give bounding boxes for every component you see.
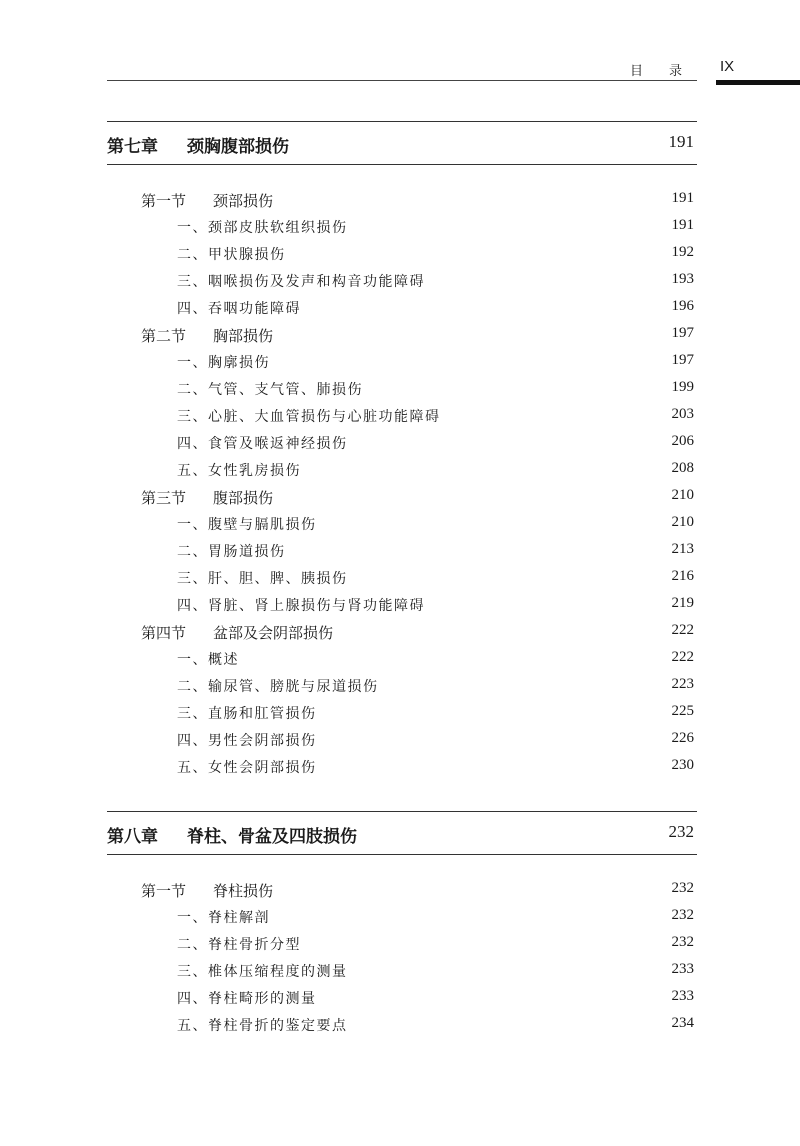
toc-entry-page: 208 bbox=[671, 460, 694, 476]
toc-item-entry[interactable] bbox=[107, 537, 697, 564]
toc-item-entry[interactable] bbox=[107, 591, 697, 618]
toc-entry-label bbox=[141, 190, 273, 211]
toc-entry-title: 五、脊柱骨折的鉴定要点 bbox=[177, 1018, 348, 1034]
toc-item-entry[interactable] bbox=[107, 375, 697, 402]
toc-entry-title: 二、脊柱骨折分型 bbox=[177, 937, 301, 953]
toc-entry-label bbox=[177, 703, 317, 723]
toc-entry-label bbox=[177, 730, 317, 750]
toc-entry-title: 三、直肠和肛管损伤 bbox=[177, 706, 317, 722]
toc-entry-title: 三、咽喉损伤及发声和构音功能障碍 bbox=[177, 274, 425, 290]
toc-entry-label bbox=[177, 1015, 348, 1035]
toc-entry-title: 四、脊柱畸形的测量 bbox=[177, 991, 317, 1007]
toc-entry-label bbox=[177, 406, 441, 426]
toc-entry-title: 一、脊柱解剖 bbox=[177, 910, 270, 926]
toc-entry-page: 213 bbox=[671, 541, 694, 557]
toc-entry-label bbox=[177, 514, 317, 534]
toc-entry-page: 232 bbox=[671, 934, 694, 950]
toc-entry-page: 232 bbox=[671, 907, 694, 923]
toc-entry-label bbox=[177, 907, 270, 927]
chapter-rule-bottom bbox=[107, 164, 697, 165]
toc-section-entry[interactable] bbox=[107, 618, 697, 645]
chapter-label: 第七章 bbox=[107, 137, 158, 157]
toc-entry-page: 222 bbox=[671, 622, 694, 638]
toc-item-entry[interactable] bbox=[107, 699, 697, 726]
toc-entry-page: 210 bbox=[671, 514, 694, 530]
toc-entry-label bbox=[177, 988, 317, 1008]
toc-entry-page: 219 bbox=[671, 595, 694, 611]
toc-entry-label bbox=[141, 487, 273, 508]
toc-item-entry[interactable] bbox=[107, 456, 697, 483]
section-number: 第一节 bbox=[141, 882, 187, 900]
toc-entry-title: 盆部及会阴部损伤 bbox=[213, 624, 334, 642]
toc-entry-title: 一、颈部皮肤软组织损伤 bbox=[177, 220, 348, 236]
toc-entry-page: 203 bbox=[671, 406, 694, 422]
toc-entry-page: 230 bbox=[671, 757, 694, 773]
toc-entry-title: 一、胸廓损伤 bbox=[177, 355, 270, 371]
toc-entry-page: 193 bbox=[671, 271, 694, 287]
toc-entry-page: 210 bbox=[671, 487, 694, 503]
header-thumb-bar bbox=[716, 80, 800, 85]
toc-entry-label bbox=[177, 352, 270, 372]
section-number: 第四节 bbox=[141, 624, 187, 642]
section-number: 第二节 bbox=[141, 327, 187, 345]
toc-entry-title: 颈部损伤 bbox=[213, 192, 274, 210]
toc-entry-label bbox=[177, 379, 363, 399]
toc-item-entry[interactable] bbox=[107, 510, 697, 537]
toc-entry-title: 四、肾脏、肾上腺损伤与肾功能障碍 bbox=[177, 598, 425, 614]
toc-item-entry[interactable] bbox=[107, 984, 697, 1011]
toc-entry-page: 206 bbox=[671, 433, 694, 449]
toc-entry-label bbox=[177, 217, 348, 237]
toc-item-entry[interactable] bbox=[107, 957, 697, 984]
toc-entry-title: 一、腹壁与膈肌损伤 bbox=[177, 517, 317, 533]
chapter-heading-8[interactable] bbox=[107, 811, 697, 855]
toc-item-entry[interactable] bbox=[107, 348, 697, 375]
chapter-heading-7[interactable] bbox=[107, 121, 697, 165]
toc-item-entry[interactable] bbox=[107, 213, 697, 240]
chapter-rule-bottom bbox=[107, 854, 697, 855]
toc-entry-title: 三、心脏、大血管损伤与心脏功能障碍 bbox=[177, 409, 441, 425]
toc-item-entry[interactable] bbox=[107, 645, 697, 672]
toc-item-entry[interactable] bbox=[107, 267, 697, 294]
toc-entry-page: 197 bbox=[671, 352, 694, 368]
toc-entry-title: 三、椎体压缩程度的测量 bbox=[177, 964, 348, 980]
toc-entry-label bbox=[177, 568, 348, 588]
toc-item-entry[interactable] bbox=[107, 903, 697, 930]
toc-entry-title: 腹部损伤 bbox=[213, 489, 274, 507]
toc-entry-title: 二、胃肠道损伤 bbox=[177, 544, 286, 560]
toc-entry-title: 三、肝、胆、脾、胰损伤 bbox=[177, 571, 348, 587]
toc-section-entry[interactable] bbox=[107, 321, 697, 348]
toc-entry-label bbox=[177, 298, 301, 318]
toc-entry-title: 一、概述 bbox=[177, 652, 239, 668]
toc-entry-title: 二、输尿管、膀胱与尿道损伤 bbox=[177, 679, 379, 695]
chapter-label: 第八章 bbox=[107, 827, 158, 847]
toc-entry-label bbox=[177, 541, 286, 561]
toc-item-entry[interactable] bbox=[107, 294, 697, 321]
toc-section-entry[interactable] bbox=[107, 483, 697, 510]
toc-entry-label bbox=[141, 325, 273, 346]
toc-entry-title: 胸部损伤 bbox=[213, 327, 274, 345]
toc-entry-label bbox=[177, 433, 348, 453]
toc-entry-page: 225 bbox=[671, 703, 694, 719]
chapter-7-entries bbox=[107, 186, 697, 780]
toc-entry-label bbox=[141, 622, 333, 643]
toc-entry-page: 192 bbox=[671, 244, 694, 260]
toc-entry-title: 五、女性会阴部损伤 bbox=[177, 760, 317, 776]
toc-entry-title: 二、甲状腺损伤 bbox=[177, 247, 286, 263]
toc-entry-page: 234 bbox=[671, 1015, 694, 1031]
toc-item-entry[interactable] bbox=[107, 564, 697, 591]
toc-item-entry[interactable] bbox=[107, 753, 697, 780]
toc-item-entry[interactable] bbox=[107, 1011, 697, 1038]
header-title: 目录 bbox=[630, 64, 709, 79]
toc-section-entry[interactable] bbox=[107, 186, 697, 213]
chapter-8-entries bbox=[107, 876, 697, 1038]
toc-item-entry[interactable] bbox=[107, 930, 697, 957]
chapter-title: 颈胸腹部损伤 bbox=[187, 137, 289, 157]
toc-entry-page: 226 bbox=[671, 730, 694, 746]
toc-entry-page: 233 bbox=[671, 988, 694, 1004]
header-page-numeral: IX bbox=[720, 58, 735, 75]
toc-entry-label bbox=[177, 649, 239, 669]
toc-entry-page: 197 bbox=[671, 325, 694, 341]
toc-entry-page: 216 bbox=[671, 568, 694, 584]
toc-item-entry[interactable] bbox=[107, 240, 697, 267]
toc-entry-page: 222 bbox=[671, 649, 694, 665]
toc-entry-page: 233 bbox=[671, 961, 694, 977]
toc-entry-label bbox=[177, 595, 425, 615]
toc-entry-title: 五、女性乳房损伤 bbox=[177, 463, 301, 479]
toc-entry-label bbox=[177, 271, 425, 291]
section-number: 第三节 bbox=[141, 489, 187, 507]
toc-item-entry[interactable] bbox=[107, 429, 697, 456]
toc-entry-label bbox=[177, 244, 286, 264]
header-rule bbox=[107, 80, 697, 81]
toc-section-entry[interactable] bbox=[107, 876, 697, 903]
toc-item-entry[interactable] bbox=[107, 402, 697, 429]
toc-entry-label bbox=[177, 934, 301, 954]
toc-entry-page: 232 bbox=[671, 880, 694, 896]
toc-entry-label bbox=[177, 961, 348, 981]
section-number: 第一节 bbox=[141, 192, 187, 210]
toc-entry-label bbox=[141, 880, 273, 901]
toc-entry-label bbox=[177, 460, 301, 480]
toc-entry-title: 四、吞咽功能障碍 bbox=[177, 301, 301, 317]
toc-item-entry[interactable] bbox=[107, 672, 697, 699]
toc-entry-title: 脊柱损伤 bbox=[213, 882, 274, 900]
toc-entry-label bbox=[177, 757, 317, 777]
toc-entry-page: 196 bbox=[671, 298, 694, 314]
toc-entry-page: 199 bbox=[671, 379, 694, 395]
toc-entry-label bbox=[177, 676, 379, 696]
toc-item-entry[interactable] bbox=[107, 726, 697, 753]
toc-entry-page: 191 bbox=[671, 190, 694, 206]
toc-entry-page: 191 bbox=[671, 217, 694, 233]
chapter-title: 脊柱、骨盆及四肢损伤 bbox=[187, 827, 357, 847]
chapter-page: 232 bbox=[668, 822, 694, 841]
chapter-page: 191 bbox=[668, 132, 694, 151]
toc-entry-title: 二、气管、支气管、肺损伤 bbox=[177, 382, 363, 398]
toc-entry-page: 223 bbox=[671, 676, 694, 692]
toc-entry-title: 四、男性会阴部损伤 bbox=[177, 733, 317, 749]
toc-entry-title: 四、食管及喉返神经损伤 bbox=[177, 436, 348, 452]
